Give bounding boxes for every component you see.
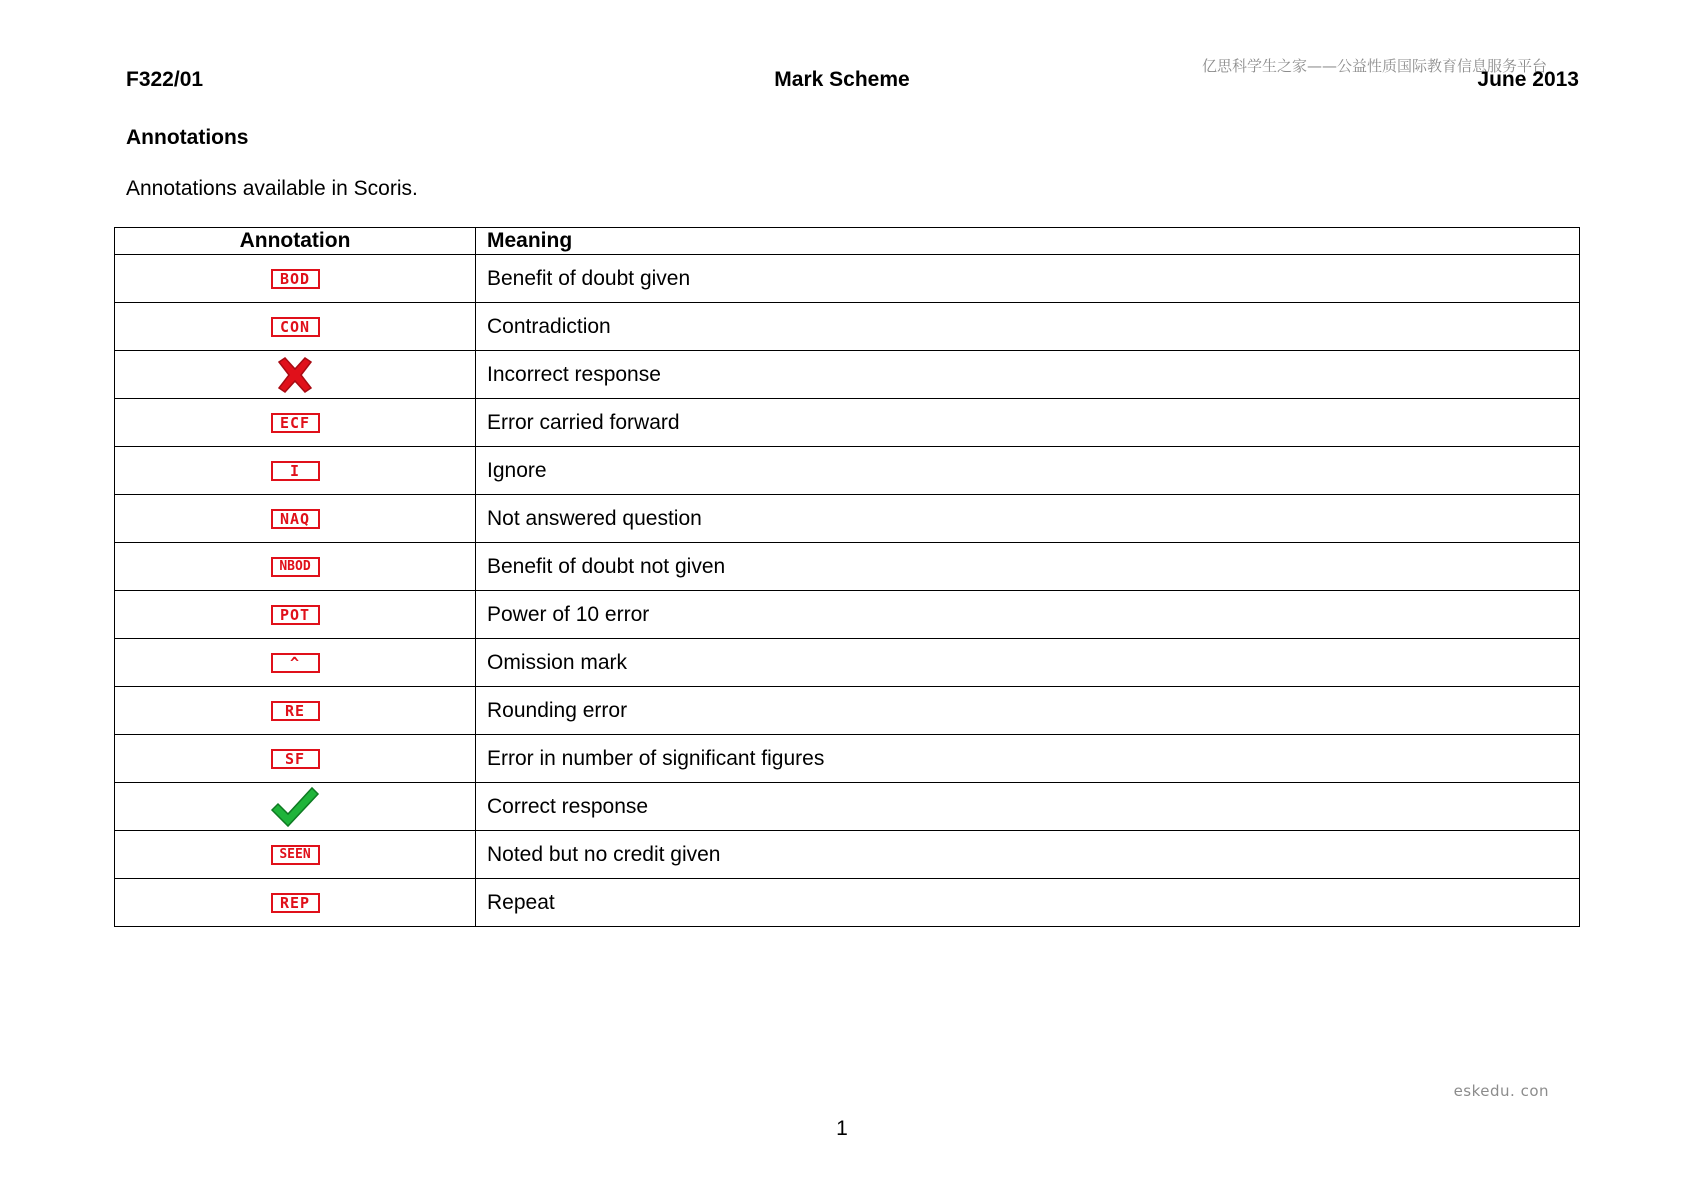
watermark-top: 亿思科学生之家——公益性质国际教育信息服务平台	[1201, 57, 1547, 75]
nbod-annotation-icon: NBOD	[271, 557, 320, 577]
table-row	[115, 399, 1580, 447]
annotation-cell	[115, 351, 476, 399]
annotation-cell	[115, 495, 476, 543]
cross-icon	[275, 356, 315, 394]
table-row	[115, 687, 1580, 735]
section-title: Annotations	[126, 126, 249, 149]
table-row	[115, 303, 1580, 351]
meaning-cell: Repeat	[476, 879, 1580, 927]
table-header-row	[115, 228, 1580, 255]
table-row	[115, 879, 1580, 927]
naq-annotation-icon: NAQ	[271, 509, 320, 529]
intro-text: Annotations available in Scoris.	[126, 177, 418, 200]
omission-annotation-icon: ^	[271, 653, 320, 673]
meaning-cell: Omission mark	[476, 639, 1580, 687]
table-row	[115, 447, 1580, 495]
table-row	[115, 495, 1580, 543]
meaning-cell: Power of 10 error	[476, 591, 1580, 639]
table-row	[115, 735, 1580, 783]
meaning-cell: Error in number of significant figures	[476, 735, 1580, 783]
meaning-cell: Benefit of doubt given	[476, 255, 1580, 303]
annotation-cell	[115, 831, 476, 879]
ecf-annotation-icon: ECF	[271, 413, 320, 433]
meaning-column-header: Meaning	[476, 228, 1580, 255]
pot-annotation-icon: POT	[271, 605, 320, 625]
annotation-column-header: Annotation	[115, 228, 476, 255]
sf-annotation-icon: SF	[271, 749, 320, 769]
table-row	[115, 543, 1580, 591]
seen-annotation-icon: SEEN	[271, 845, 320, 865]
bod-annotation-icon: BOD	[271, 269, 320, 289]
meaning-cell: Contradiction	[476, 303, 1580, 351]
meaning-cell: Rounding error	[476, 687, 1580, 735]
annotation-cell	[115, 543, 476, 591]
meaning-cell: Incorrect response	[476, 351, 1580, 399]
document-code: F322/01	[126, 68, 204, 91]
annotation-cell	[115, 735, 476, 783]
table-row	[115, 639, 1580, 687]
annotation-cell	[115, 591, 476, 639]
annotation-cell	[115, 687, 476, 735]
document-date: June 2013	[1477, 68, 1579, 91]
annotation-cell	[115, 783, 476, 831]
tick-icon	[270, 786, 320, 828]
re-annotation-icon: RE	[271, 701, 320, 721]
table-row	[115, 255, 1580, 303]
annotation-cell	[115, 879, 476, 927]
table-row	[115, 783, 1580, 831]
meaning-cell: Not answered question	[476, 495, 1580, 543]
table-row	[115, 591, 1580, 639]
meaning-cell: Benefit of doubt not given	[476, 543, 1580, 591]
annotation-cell	[115, 639, 476, 687]
table-row	[115, 831, 1580, 879]
annotation-cell	[115, 303, 476, 351]
page-number: 1	[836, 1117, 848, 1140]
meaning-cell: Error carried forward	[476, 399, 1580, 447]
annotations-table	[114, 227, 1580, 927]
meaning-cell: Noted but no credit given	[476, 831, 1580, 879]
meaning-cell: Correct response	[476, 783, 1580, 831]
rep-annotation-icon: REP	[271, 893, 320, 913]
watermark-bottom: eskedu. con	[1453, 1082, 1549, 1100]
con-annotation-icon: CON	[271, 317, 320, 337]
table-row	[115, 351, 1580, 399]
annotation-cell	[115, 255, 476, 303]
meaning-cell: Ignore	[476, 447, 1580, 495]
annotation-cell	[115, 447, 476, 495]
ignore-annotation-icon: I	[271, 461, 320, 481]
document-title: Mark Scheme	[774, 68, 910, 91]
annotation-cell	[115, 399, 476, 447]
